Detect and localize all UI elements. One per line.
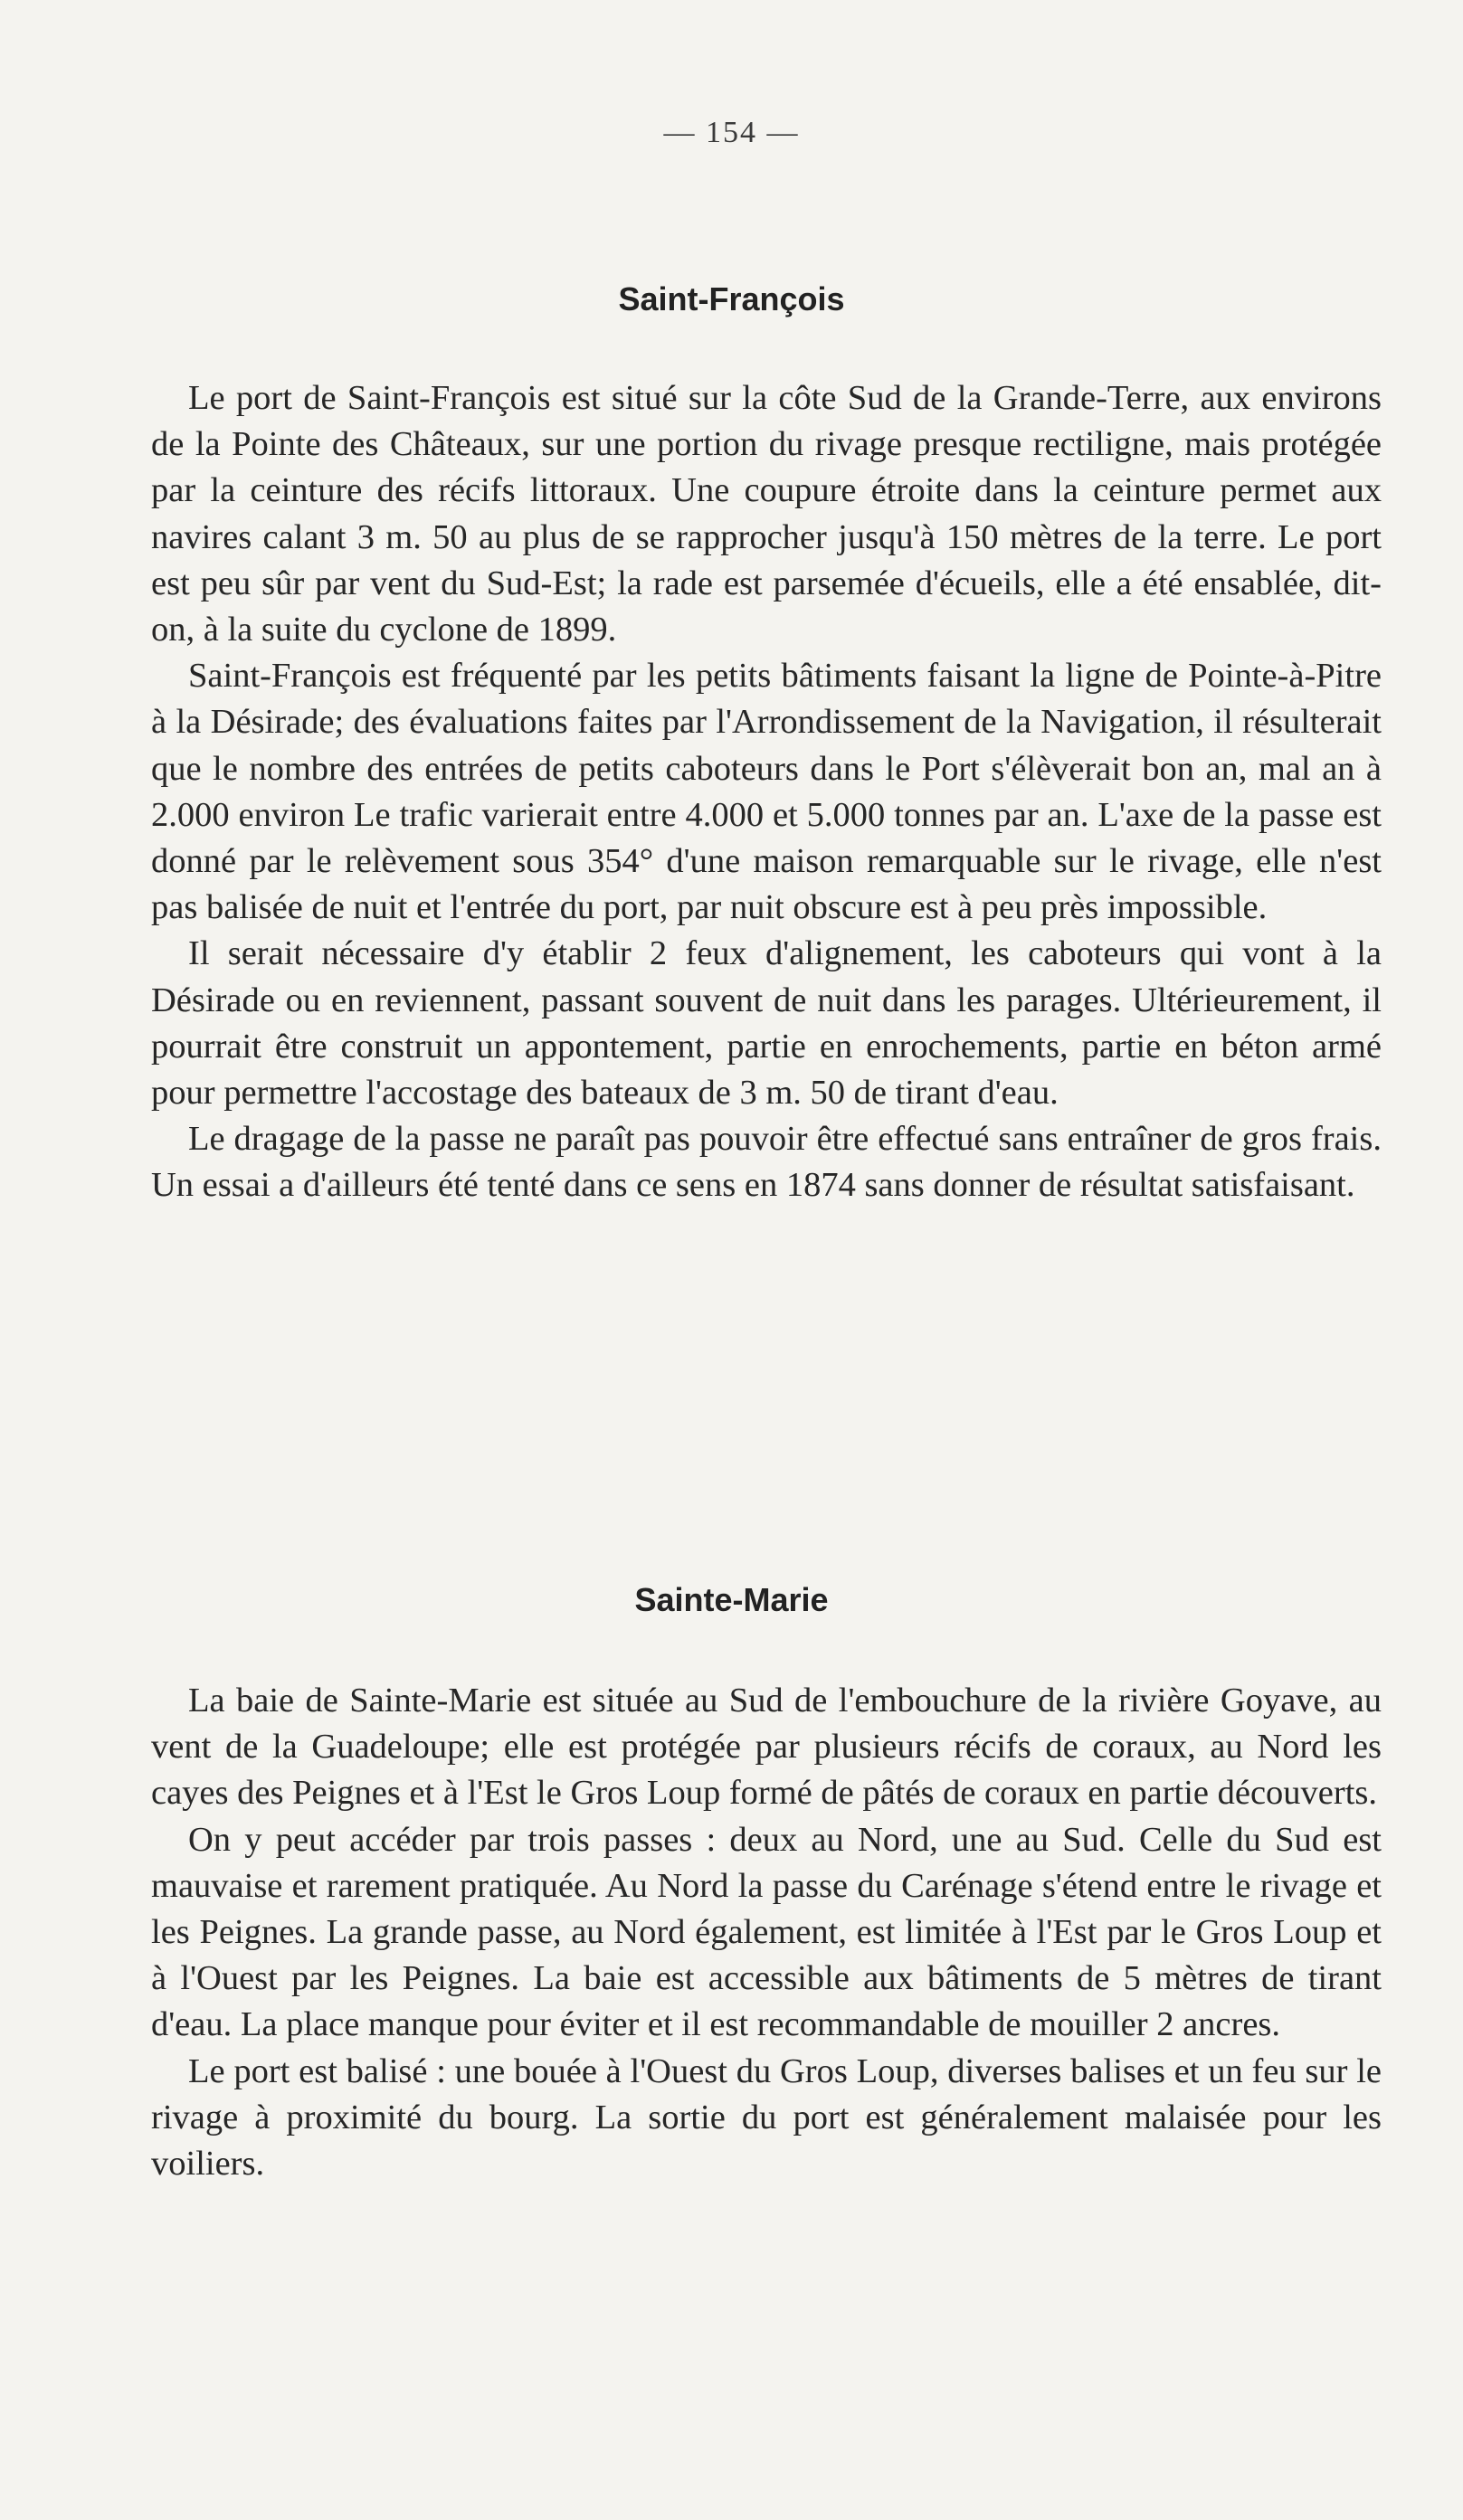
paragraph: On y peut accéder par trois passes : deux au Nord, une au Sud. Celle du Sud est mauvaise et rarement pratiquée. Au Nord la passe du Carénage s'étend entre le rivage et les Peignes. La grande passe, au Nord également, est limitée à l'Est par le Gros Loup et à l'Ouest par les Peignes. La baie est accessible aux bâtiments de 5 mètres de tirant d'eau. La place manque pour éviter et il est recommandable de mouiller 2 ancres. <box>151 1820 1382 2044</box>
section-body-saint-francois <box>151 375 1382 1209</box>
paragraph: Le dragage de la passe ne paraît pas pouvoir être effectué sans entraîner de gros frais. Un essai a d'ailleurs été tenté dans ce sens en 1874 sans donner de résultat satisfaisant. <box>151 1120 1382 1205</box>
paragraph: Le port est balisé : une bouée à l'Ouest du Gros Loup, diverses balises et un feu sur le rivage à proximité du bourg. La sortie du port est généralement malaisée pour les voiliers. <box>151 2051 1382 2184</box>
paragraph: Il serait nécessaire d'y établir 2 feux d'alignement, les caboteurs qui vont à la Désirade ou en reviennent, passant souvent de nuit dans les parages. Ultérieurement, il pourrait être construit un appontement, partie en enrochements, partie en béton armé pour permettre l'accostage des bateaux de 3 m. 50 de tirant d'eau. <box>151 934 1382 1113</box>
page-number: — 154 — <box>663 116 800 149</box>
paragraph: Saint-François est fréquenté par les petits bâtiments faisant la ligne de Pointe-à-Pitre à la Désirade; des évaluations faites par l'Arrondissement de la Navigation, il résulterait que le nombre des entrées de petits caboteurs dans le Port s'élèverait bon an, mal an à 2.000 environ Le trafic varierait entre 4.000 et 5.000 tonnes par an. L'axe de la passe est donné par le relèvement sous 354° d'une maison remarquable sur le rivage, elle n'est pas balisée de nuit et l'entrée du port, par nuit obscure est à peu près impossible. <box>151 657 1382 927</box>
section-body-sainte-marie <box>151 1678 1382 2187</box>
paragraph: La baie de Sainte-Marie est située au Sud de l'embouchure de la rivière Goyave, au vent de la Guadeloupe; elle est protégée par plusieurs récifs de coraux, au Nord les cayes des Peignes et à l'Est le Gros Loup formé de pâtés de coraux en partie découverts. <box>151 1682 1382 1813</box>
section-title-saint-francois: Saint-François <box>618 280 845 317</box>
paragraph: Le port de Saint-François est situé sur la côte Sud de la Grande-Terre, aux environs de la Pointe des Châteaux, sur une portion du rivage presque rectiligne, mais protégée par la ceinture des récifs littoraux. Une coupure étroite dans la ceinture permet aux navires calant 3 m. 50 au plus de se rapprocher jusqu'à 150 mètres de la terre. Le port est peu sûr par vent du Sud-Est; la rade est parsemée d'écueils, elle a été ensablée, dit-on, à la suite du cyclone de 1899. <box>151 379 1382 649</box>
section-title-sainte-marie: Sainte-Marie <box>634 1581 829 1618</box>
